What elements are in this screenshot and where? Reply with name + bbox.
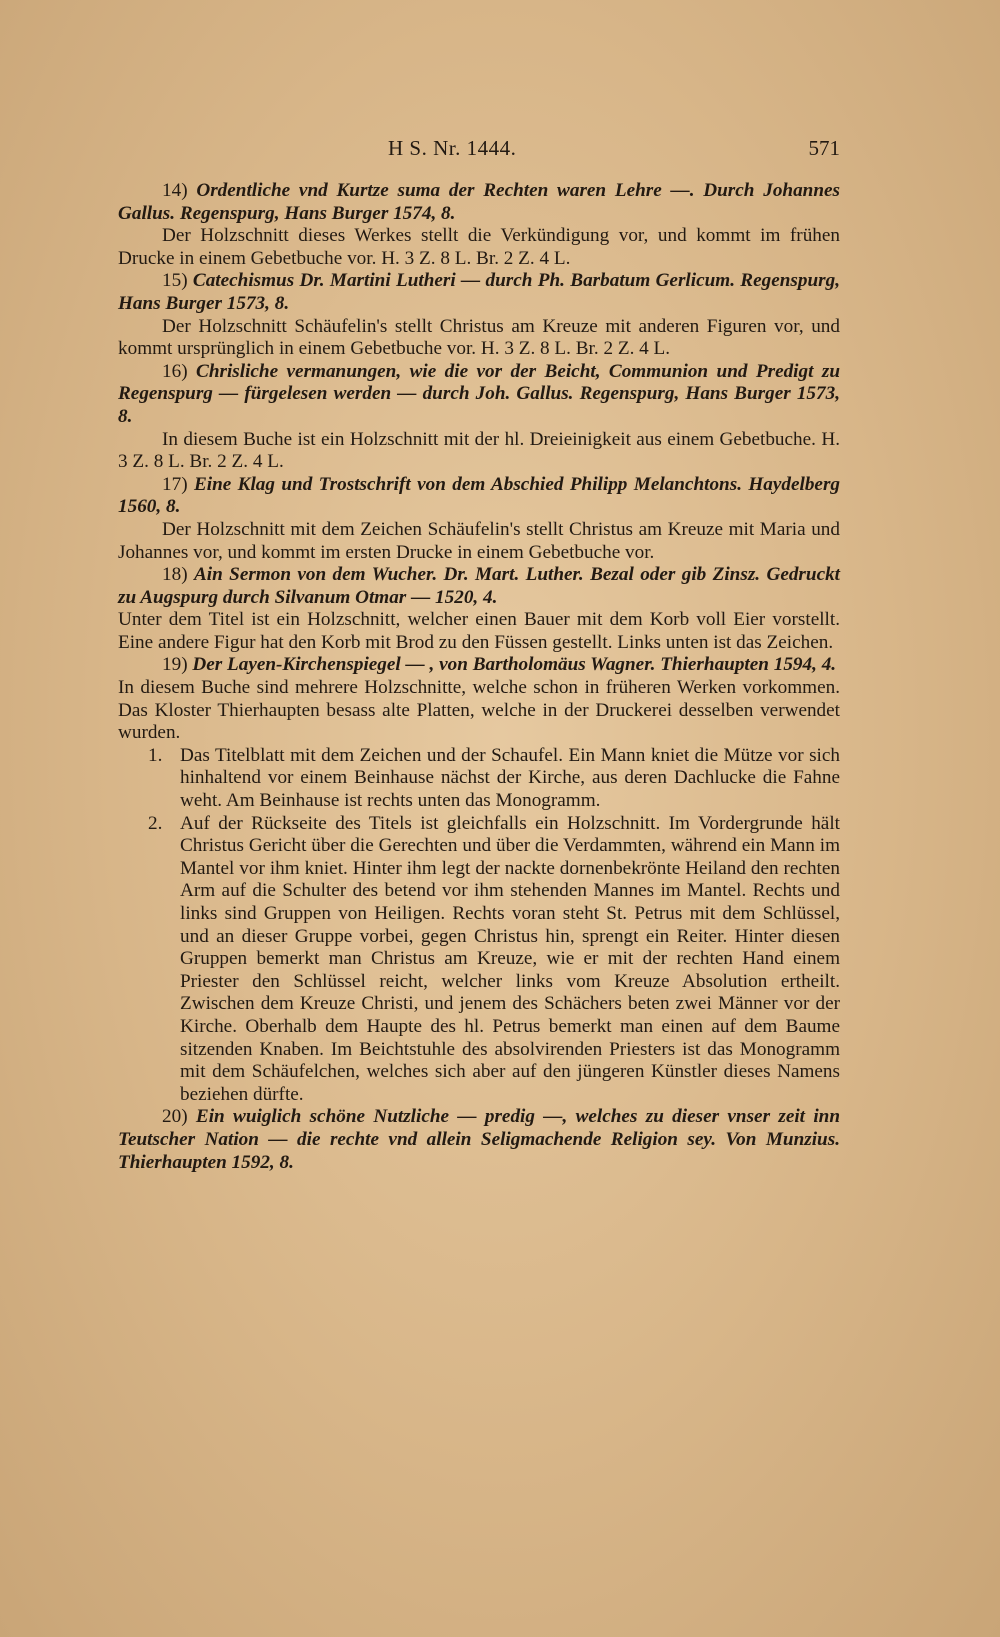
entry-heading <box>118 180 840 225</box>
catalog-entry <box>118 474 840 564</box>
entry-number: 14) <box>162 180 188 201</box>
catalog-entry <box>118 564 840 654</box>
catalog-entries <box>118 180 840 1174</box>
entry-heading <box>118 654 840 677</box>
entry-heading <box>118 564 840 609</box>
list-item-number: 2. <box>148 812 163 834</box>
entry-description: In diesem Buche sind mehrere Holzschnitte, welche schon in früheren Werken vorkommen. Das Kloster Thierhaupten besass alte Platten, welche in der Druckerei desselben verwendet wurden. <box>118 677 840 744</box>
entry-heading <box>118 361 840 429</box>
list-item <box>118 813 840 1107</box>
entry-number: 19) <box>162 654 188 676</box>
list-item <box>118 745 840 813</box>
entry-heading <box>118 474 840 519</box>
entry-description: Unter dem Titel ist ein Holzschnitt, welcher einen Bauer mit dem Korb voll Eier vorstellt. Eine andere Figur hat den Korb mit Brod zu den Füssen gestellt. Links unten ist das Zeichen. <box>118 609 840 653</box>
list-item-text: Auf der Rückseite des Titels ist gleichfalls ein Holzschnitt. Im Vordergrunde hält Christus Gericht über die Gerechten und über die Verdammten, während ein Mann im Mantel vor ihm kniet. Hinter ihm legt der nackte dornenbekrönte Heiland den rechten Arm auf die Schulter des betend vor ihm stehenden Mannes im Mantel. Rechts und links sind Gruppen von Heiligen. Rechts voran steht St. Petrus mit dem Schlüssel, und an dieser Gruppe vorbei, gegen Christus hin, sprengt ein Reiter. Hinter diesen Gruppen bemerkt man Christus am Kreuze, wie er mit der rechten Hand einem Priester den Schlüssel reicht, welcher links vom Kreuze Absolution ertheilt. Zwischen dem Kreuze Christi, und jenem des Schächers beten zwei Männer vor der Kirche. Oberhalb dem Haupte des hl. Petrus bemerkt man einen auf dem Baume sitzenden Knaben. Im Beichtstuhle des absolvirenden Priesters ist das Monogramm mit dem Schäufelchen, welches sich aber auf den jüngeren Künstler dieses Namens beziehen dürfte. <box>180 812 840 1105</box>
list-item-text: Das Titelblatt mit dem Zeichen und der Schaufel. Ein Mann kniet die Mütze vor sich hinhaltend vor einem Beinhause nächst der Kirche, aus deren Dachlucke die Fahne weht. Am Beinhause ist rechts unten das Monogramm. <box>180 744 840 812</box>
entry-number: 17) <box>162 473 188 495</box>
entry-number: 18) <box>162 564 188 586</box>
entry-title: Der Layen-Kirchenspiegel — , von Bartholomäus Wagner. Thierhaupten 1594, 4. <box>192 654 837 676</box>
entry-title: Ordentliche vnd Kurtze suma der Rechten waren Lehre —. Durch Johannes Gallus. Regenspurg, Hans Burger 1574, 8. <box>118 180 840 224</box>
entry-title: Chrisliche vermanungen, wie die vor der Beicht, Communion und Predigt zu Regenspurg — fürgelesen werden — durch Joh. Gallus. Regenspurg, Hans Burger 1573, 8. <box>118 360 841 427</box>
entry-number: 15) <box>162 270 188 292</box>
page-number: 571 <box>808 136 840 160</box>
running-title: H S. Nr. 1444. <box>388 136 517 160</box>
entry-heading <box>118 1106 840 1174</box>
entry-description: Der Holzschnitt dieses Werkes stellt die Verkündigung vor, und kommt im frühen Drucke in einem Gebetbuche vor. H. 3 Z. 8 L. Br. 2 Z. 4 L. <box>118 225 840 269</box>
catalog-entry <box>118 270 840 360</box>
entry-title: Eine Klag und Trostschrift von dem Abschied Philipp Melanchtons. Haydelberg 1560, 8. <box>118 473 841 518</box>
catalog-entry <box>118 361 840 474</box>
catalog-entry <box>118 1106 840 1174</box>
entry-description: In diesem Buche ist ein Holzschnitt mit der hl. Dreieinigkeit aus einem Gebetbuche. H. 3 Z. 8 L. Br. 2 Z. 4 L. <box>118 428 840 473</box>
entry-description: Der Holzschnitt Schäufelin's stellt Christus am Kreuze mit anderen Figuren vor, und kommt ursprünglich in einem Gebetbuche vor. H. 3 Z. 8 L. Br. 2 Z. 4 L. <box>118 315 840 360</box>
entry-number: 16) <box>162 360 188 382</box>
book-page <box>118 136 840 1174</box>
entry-number: 20) <box>162 1106 188 1128</box>
catalog-entry <box>118 654 840 1106</box>
entry-title: Ein wuiglich schöne Nutzliche — predig —, welches zu dieser vnser zeit inn Teutscher Nation — die rechte vnd allein Seligmachende Religion sey. Von Munzius. Thierhaupten 1592, 8. <box>118 1106 840 1173</box>
entry-heading <box>118 270 840 315</box>
entry-description: Der Holzschnitt mit dem Zeichen Schäufelin's stellt Christus am Kreuze mit Maria und Johannes vor, und kommt im ersten Drucke in einem Gebetbuche vor. <box>118 518 840 563</box>
page-header <box>118 136 840 166</box>
entry-title: Ain Sermon von dem Wucher. Dr. Mart. Luther. Bezal oder gib Zinsz. Gedruckt zu Augspurg durch Silvanum Otmar — 1520, 4. <box>118 564 841 608</box>
catalog-entry <box>118 180 840 270</box>
list-item-number: 1. <box>148 744 163 766</box>
woodcut-list <box>118 745 840 1107</box>
entry-title: Catechismus Dr. Martini Lutheri — durch Ph. Barbatum Gerlicum. Regenspurg, Hans Burger 1573, 8. <box>118 270 840 314</box>
